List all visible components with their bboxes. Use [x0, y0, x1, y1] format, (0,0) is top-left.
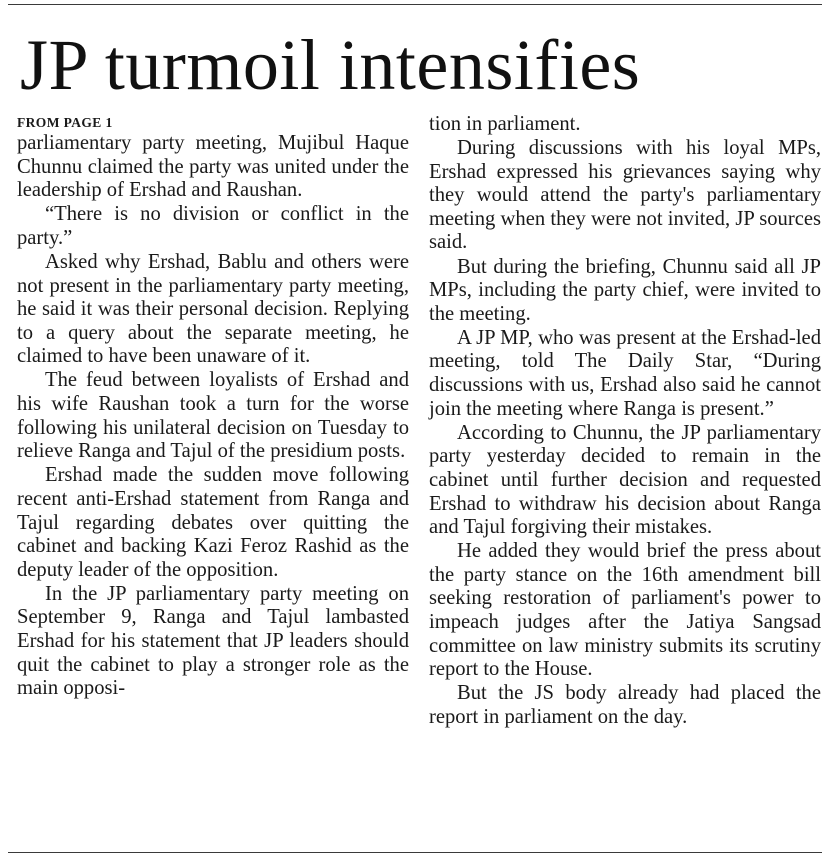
- paragraph: A JP MP, who was present at the Ershad-led meeting, told The Daily Star, “During discussions with us, Ershad also said he cannot join the meeting where Ranga is present.”: [429, 326, 821, 420]
- left-column: [17, 113, 409, 701]
- headline: JP turmoil intensifies: [20, 25, 641, 105]
- paragraph: According to Chunnu, the JP parliamentary party yesterday decided to remain in the cabinet until further decision and requested Ershad to withdraw his decision about Ranga and Tajul forgiving their mistakes.: [429, 421, 821, 539]
- paragraph: parliamentary party meeting, Mujibul Haque Chunnu claimed the party was united under the leadership of Ershad and Raushan.: [17, 132, 409, 202]
- right-column: [429, 113, 821, 730]
- paragraph: The feud between loyalists of Ershad and his wife Raushan took a turn for the worse following his unilateral decision on Tuesday to relieve Ranga and Tajul of the presidium posts.: [17, 369, 409, 463]
- paragraph: “There is no division or conflict in the party.”: [17, 203, 409, 249]
- paragraph: But during the briefing, Chunnu said all JP MPs, including the party chief, were invited to the meeting.: [429, 255, 821, 325]
- paragraph: But the JS body already had placed the report in parliament on the day.: [429, 682, 821, 728]
- bottom-rule: [8, 852, 822, 853]
- paragraph: In the JP parliamentary party meeting on September 9, Ranga and Tajul lambasted Ershad for his statement that JP leaders should quit the cabinet to play a stronger role as the main opposi-: [17, 582, 409, 700]
- paragraph: Ershad made the sudden move following recent anti-Ershad statement from Ranga and Tajul regarding debates over quitting the cabinet and backing Kazi Feroz Rashid as the deputy leader of the opposition.: [17, 464, 409, 581]
- paragraph: tion in parliament.: [429, 113, 581, 135]
- top-rule: [8, 4, 822, 5]
- continuation-kicker: FROM PAGE 1: [17, 115, 113, 130]
- paragraph: During discussions with his loyal MPs, Ershad expressed his grievances saying why they would attend the party's parliamentary meeting when they were not invited, JP sources said.: [429, 137, 821, 254]
- paragraph: Asked why Ershad, Bablu and others were not present in the parliamentary party meeting, he said it was their personal decision. Replying to a query about the separate meeting, he claimed to have been unaware of it.: [17, 250, 409, 368]
- paragraph: He added they would brief the press about the party stance on the 16th amendment bill seeking restoration of parliament's power to impeach judges after the Jatiya Sangsad committee on law ministry submits its scrutiny report to the House.: [429, 540, 821, 681]
